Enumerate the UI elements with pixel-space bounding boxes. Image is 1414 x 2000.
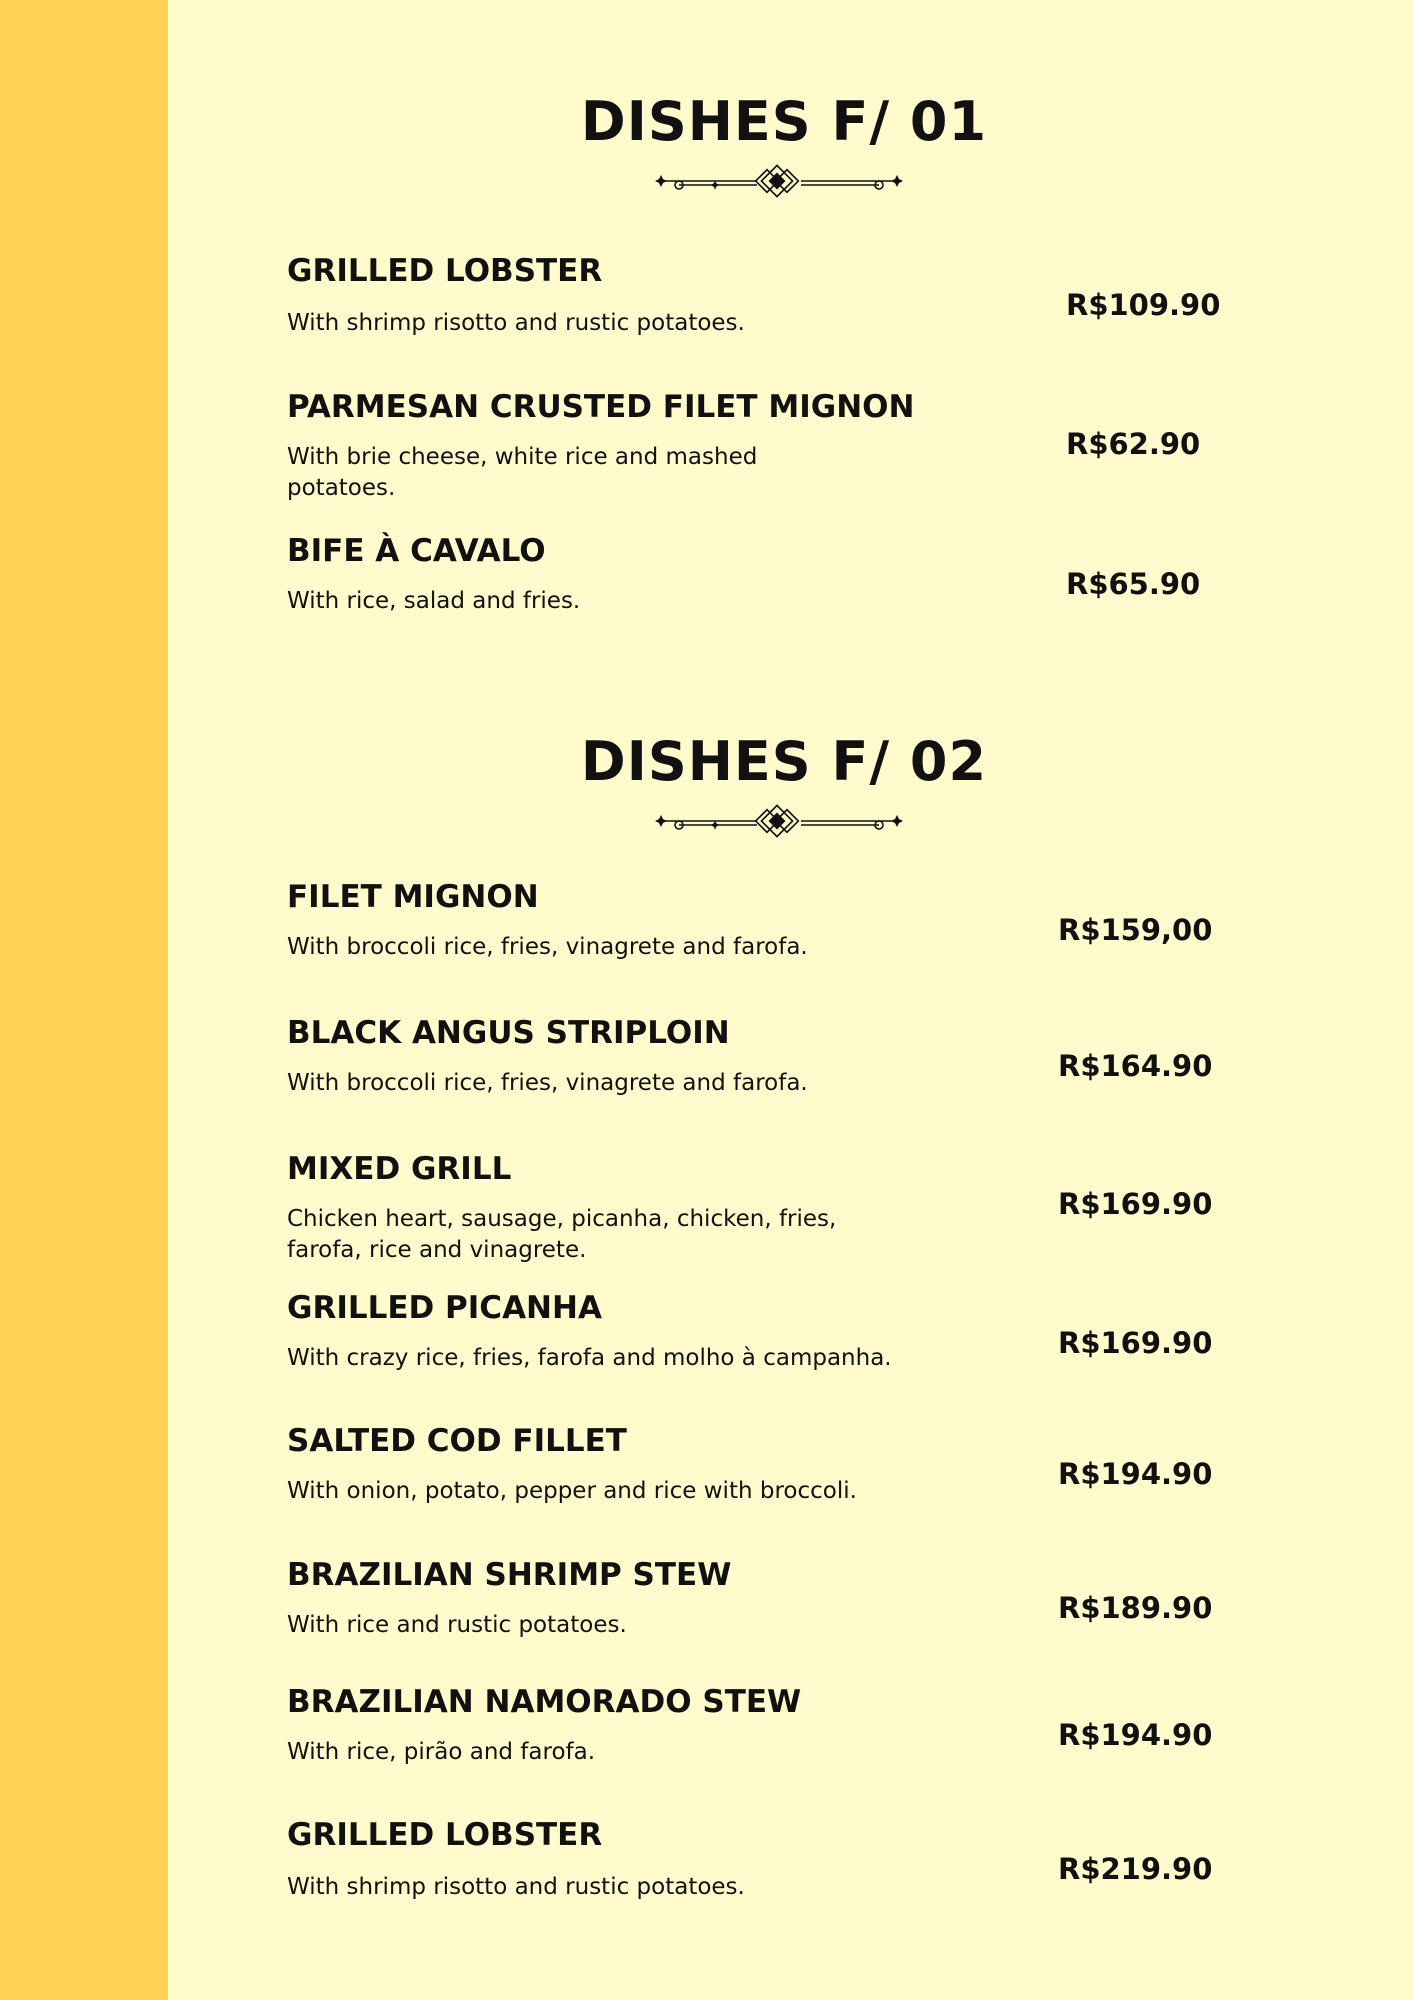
dish-price: R$194.90 bbox=[1058, 1718, 1213, 1752]
dish-description: With brie cheese, white rice and mashed potatoes. bbox=[287, 444, 758, 501]
dish-description: Chicken heart, sausage, picanha, chicken, fries, farofa, rice and vinagrete. bbox=[287, 1206, 837, 1263]
dish-name: FILET MIGNON bbox=[287, 879, 539, 915]
dish-price: R$189.90 bbox=[1058, 1591, 1213, 1625]
ornament-divider-icon bbox=[649, 803, 909, 839]
dish-name: SALTED COD FILLET bbox=[287, 1423, 627, 1459]
dish-name: GRILLED LOBSTER bbox=[287, 1817, 603, 1853]
dish-name: GRILLED LOBSTER bbox=[287, 253, 603, 289]
dish-price: R$219.90 bbox=[1058, 1852, 1213, 1886]
dish-description: With rice, salad and fries. bbox=[287, 588, 581, 614]
dish-name: BLACK ANGUS STRIPLOIN bbox=[287, 1015, 730, 1051]
section-2-title: DISHES F/ 02 bbox=[580, 730, 988, 793]
dish-price: R$109.90 bbox=[1066, 288, 1221, 322]
dish-description: With shrimp risotto and rustic potatoes. bbox=[287, 1874, 745, 1900]
dish-description: With broccoli rice, fries, vinagrete and farofa. bbox=[287, 1070, 808, 1096]
dish-description: With broccoli rice, fries, vinagrete and farofa. bbox=[287, 934, 808, 960]
dish-name: BRAZILIAN NAMORADO STEW bbox=[287, 1684, 802, 1720]
dish-description: With crazy rice, fries, farofa and molho à campanha. bbox=[287, 1345, 892, 1371]
dish-description: With rice, pirão and farofa. bbox=[287, 1739, 596, 1765]
dish-name: GRILLED PICANHA bbox=[287, 1290, 602, 1326]
dish-name: BRAZILIAN SHRIMP STEW bbox=[287, 1557, 732, 1593]
dish-price: R$62.90 bbox=[1066, 427, 1201, 461]
dish-price: R$194.90 bbox=[1058, 1457, 1213, 1491]
dish-name: PARMESAN CRUSTED FILET MIGNON bbox=[287, 389, 915, 425]
dish-price: R$164.90 bbox=[1058, 1049, 1213, 1083]
dish-name: BIFE À CAVALO bbox=[287, 533, 546, 569]
dish-price: R$159,00 bbox=[1058, 913, 1213, 947]
dish-price: R$169.90 bbox=[1058, 1187, 1213, 1221]
dish-name: MIXED GRILL bbox=[287, 1151, 512, 1187]
dish-description: With shrimp risotto and rustic potatoes. bbox=[287, 310, 745, 336]
side-color-bar bbox=[0, 0, 168, 2000]
dish-description: With onion, potato, pepper and rice with broccoli. bbox=[287, 1478, 857, 1504]
section-1-title: DISHES F/ 01 bbox=[580, 90, 988, 153]
ornament-divider-icon bbox=[649, 163, 909, 199]
dish-price: R$65.90 bbox=[1066, 567, 1201, 601]
dish-price: R$169.90 bbox=[1058, 1326, 1213, 1360]
dish-description: With rice and rustic potatoes. bbox=[287, 1612, 627, 1638]
